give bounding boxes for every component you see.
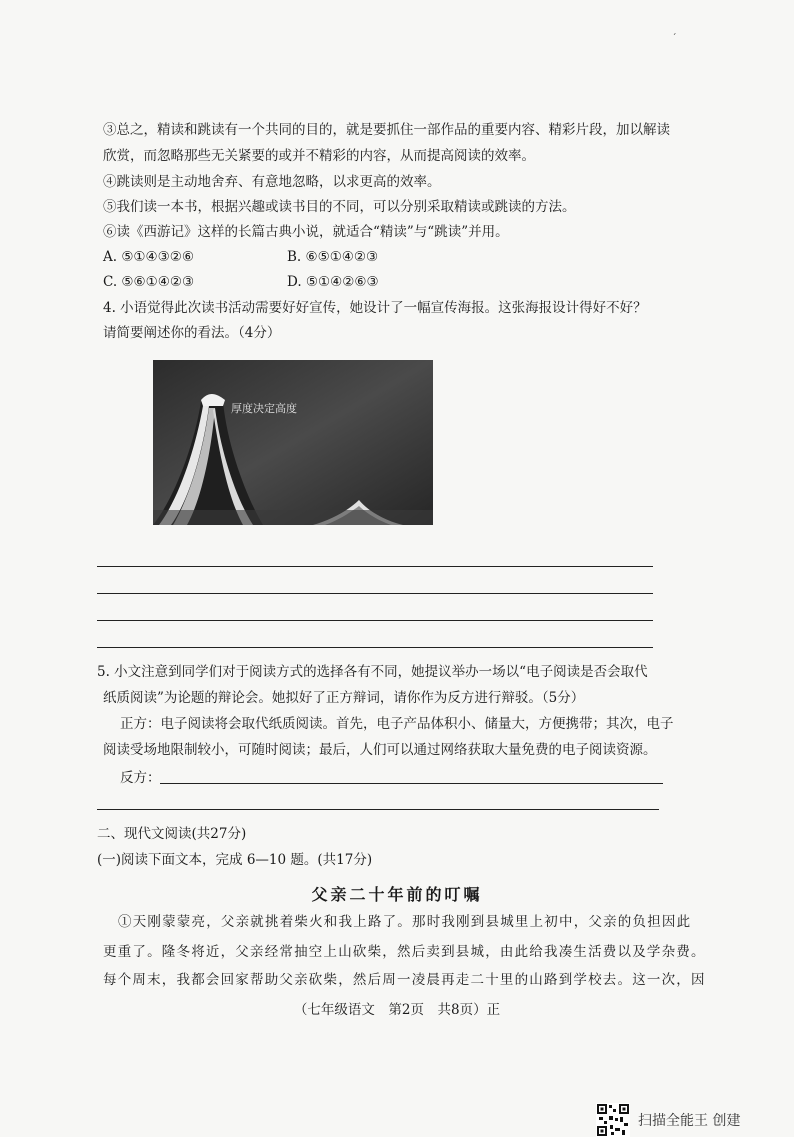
q3-item-3-line1: ③总之，精读和跳读有一个共同的目的，就是要抓住一部作品的重要内容、精彩片段，加以解读 (103, 122, 670, 138)
q4-answer-line[interactable] (97, 566, 653, 567)
q5-con-answer-line[interactable] (160, 783, 663, 784)
q4-answer-line[interactable] (97, 593, 653, 594)
q5-pro-argument-line2: 阅读受场地限制较小，可随时阅读；最后，人们可以通过网络获取大量免费的电子阅读资源。 (103, 742, 657, 758)
q3-option-a: A. ⑤①④③②⑥ (103, 249, 194, 265)
q3-option-b: B. ⑥⑤①④②③ (287, 249, 379, 265)
scan-speck: ˊ (672, 34, 677, 44)
poster-slogan: 厚度决定高度 (231, 402, 297, 415)
scanner-watermark: 扫描全能王 创建 (638, 1113, 741, 1129)
qr-code-icon (596, 1103, 630, 1137)
q4-answer-line[interactable] (97, 647, 653, 648)
q5-con-label: 反方： (120, 770, 161, 786)
q3-item-3-line2: 欣赏，而忽略那些无关紧要的或并不精彩的内容，从而提高阅读的效率。 (103, 148, 535, 164)
q3-item-4: ④跳读则是主动地舍弃、有意地忽略，以求更高的效率。 (103, 174, 441, 190)
story-paragraph-line: ①天刚蒙蒙亮，父亲就挑着柴火和我上路了。那时我刚到县城里上初中，父亲的负担因此 (118, 914, 692, 930)
story-paragraph-line: 更重了。隆冬将近，父亲经常抽空上山砍柴，然后卖到县城，由此给我凑生活费以及学杂费。 (103, 944, 706, 960)
q5-con-answer-line[interactable] (97, 809, 659, 810)
q3-option-d: D. ⑤①④②⑥③ (287, 274, 379, 290)
page-footer: （七年级语文 第2页 共8页）正 (293, 1002, 501, 1018)
q4-prompt-line1: 4. 小语觉得此次读书活动需要好好宣传，她设计了一幅宣传海报。这张海报设计得好不好？ (103, 300, 647, 316)
q4-answer-line[interactable] (97, 620, 653, 621)
poster-graphic (153, 360, 433, 525)
q3-option-c: C. ⑤⑥①④②③ (103, 274, 195, 290)
section2-subheading: (一)阅读下面文本，完成 6—10 题。(共17分) (97, 852, 373, 868)
q3-item-6: ⑥读《西游记》这样的长篇古典小说，就适合“精读”与“跳读”并用。 (103, 224, 509, 240)
story-title: 父亲二十年前的叮嘱 (311, 885, 483, 904)
q5-prompt-line2: 纸质阅读”为论题的辩论会。她拟好了正方辩词，请你作为反方进行辩驳。（5分） (103, 690, 585, 706)
section2-heading: 二、现代文阅读(共27分) (97, 826, 247, 842)
q5-prompt-line1: 5. 小文注意到同学们对于阅读方式的选择各有不同，她提议举办一场以“电子阅读是否会取代 (97, 664, 648, 680)
q4-prompt-line2: 请简要阐述你的看法。（4分） (103, 325, 281, 341)
q5-pro-argument-line1: 正方：电子阅读将会取代纸质阅读。首先，电子产品体积小、储量大，方便携带；其次，电子 (120, 716, 674, 732)
story-paragraph-line: 每个周末，我都会回家帮助父亲砍柴，然后周一凌晨再走二十里的山路到学校去。这一次，因 (103, 972, 706, 988)
q3-item-5: ⑤我们读一本书，根据兴趣或读书目的不同，可以分别采取精读或跳读的方法。 (103, 199, 576, 215)
poster-image (153, 360, 433, 525)
